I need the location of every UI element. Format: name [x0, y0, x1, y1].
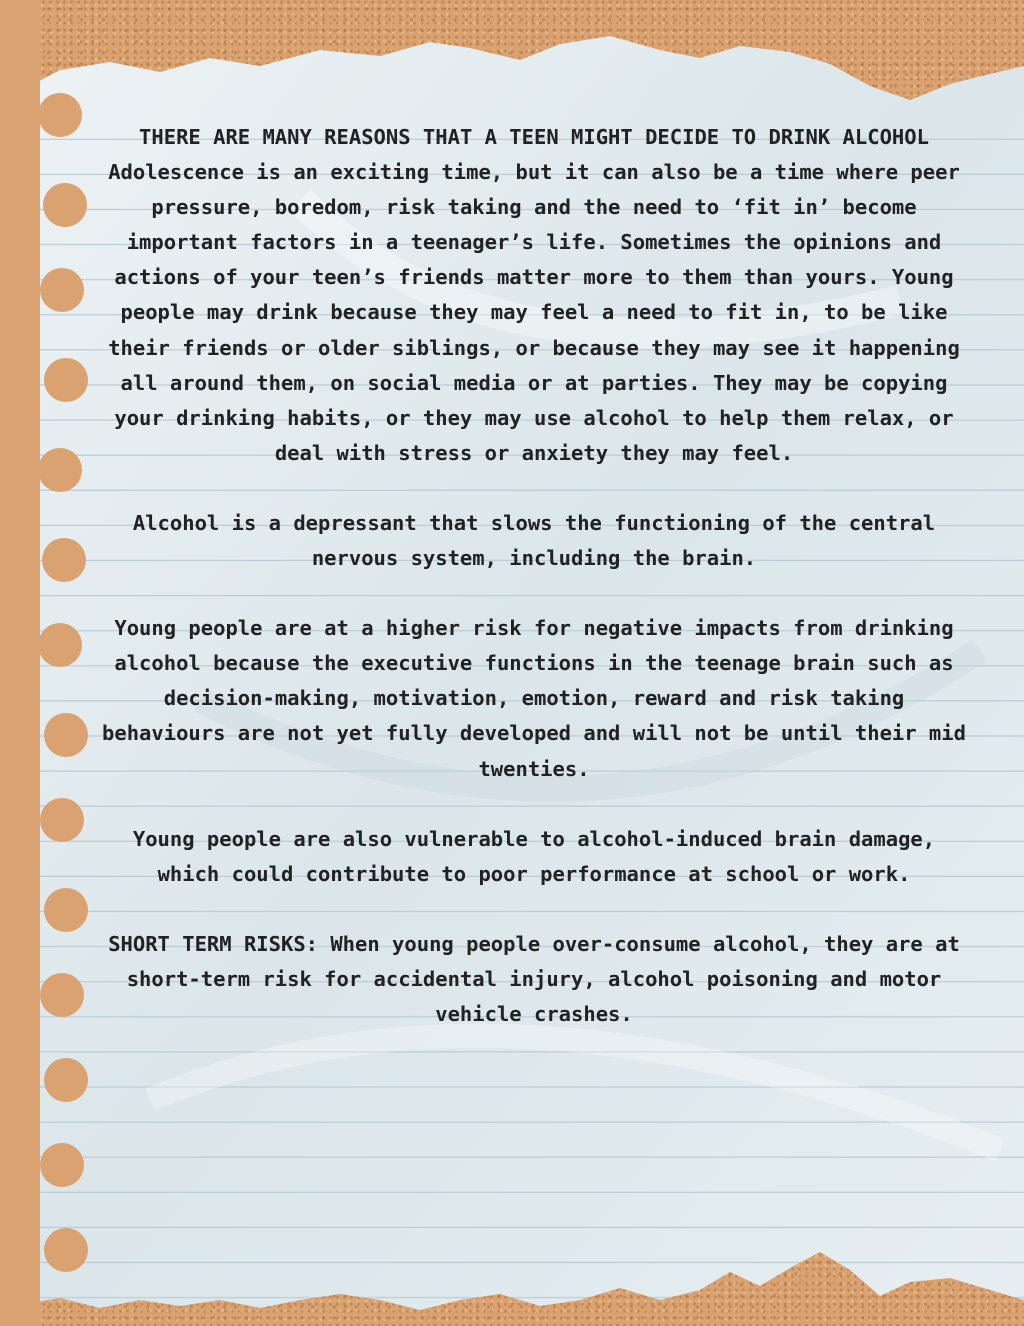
paragraph-spacer — [100, 471, 968, 506]
paragraph-spacer — [100, 576, 968, 611]
paragraph-spacer — [100, 892, 968, 927]
paragraph-short-term-risks: SHORT TERM RISKS: When young people over-consume alcohol, they are at short-term risk for accidental injury, alcohol poisoning and motor vehicle crashes. — [108, 931, 960, 1026]
paragraph-adolescence: Adolescence is an exciting time, but it can also be a time where peer pressure, boredom, risk taking and the need to ‘fit in’ become important factors in a teenager’s life. Sometimes the opinions and actions of your teen’s friends matter more to them than yours. Young people may drink because they may feel a need to fit in, to be like their friends or older siblings, or because they may see it happening all around them, on social media or at parties. They may be copying your drinking habits, or they may use alcohol to help them relax, or deal with stress or anxiety they may feel. — [108, 160, 960, 465]
paragraph-brain-damage: Young people are also vulnerable to alcohol-induced brain damage, which could contribute to poor performance at school or work. — [132, 826, 936, 886]
document-heading: THERE ARE MANY REASONS THAT A TEEN MIGHT DECIDE TO DRINK ALCOHOL — [139, 125, 929, 149]
paragraph-higher-risk: Young people are at a higher risk for negative impacts from drinking alcohol because the executive functions in the teenage brain such as decision-making, motivation, emotion, reward and risk taking behaviours are not yet fully developed and will not be until their mid twenties. — [102, 616, 966, 781]
paragraph-depressant: Alcohol is a depressant that slows the functioning of the central nervous system, including the brain. — [132, 510, 936, 571]
document-body — [100, 120, 968, 1032]
paragraph-spacer — [100, 787, 968, 822]
